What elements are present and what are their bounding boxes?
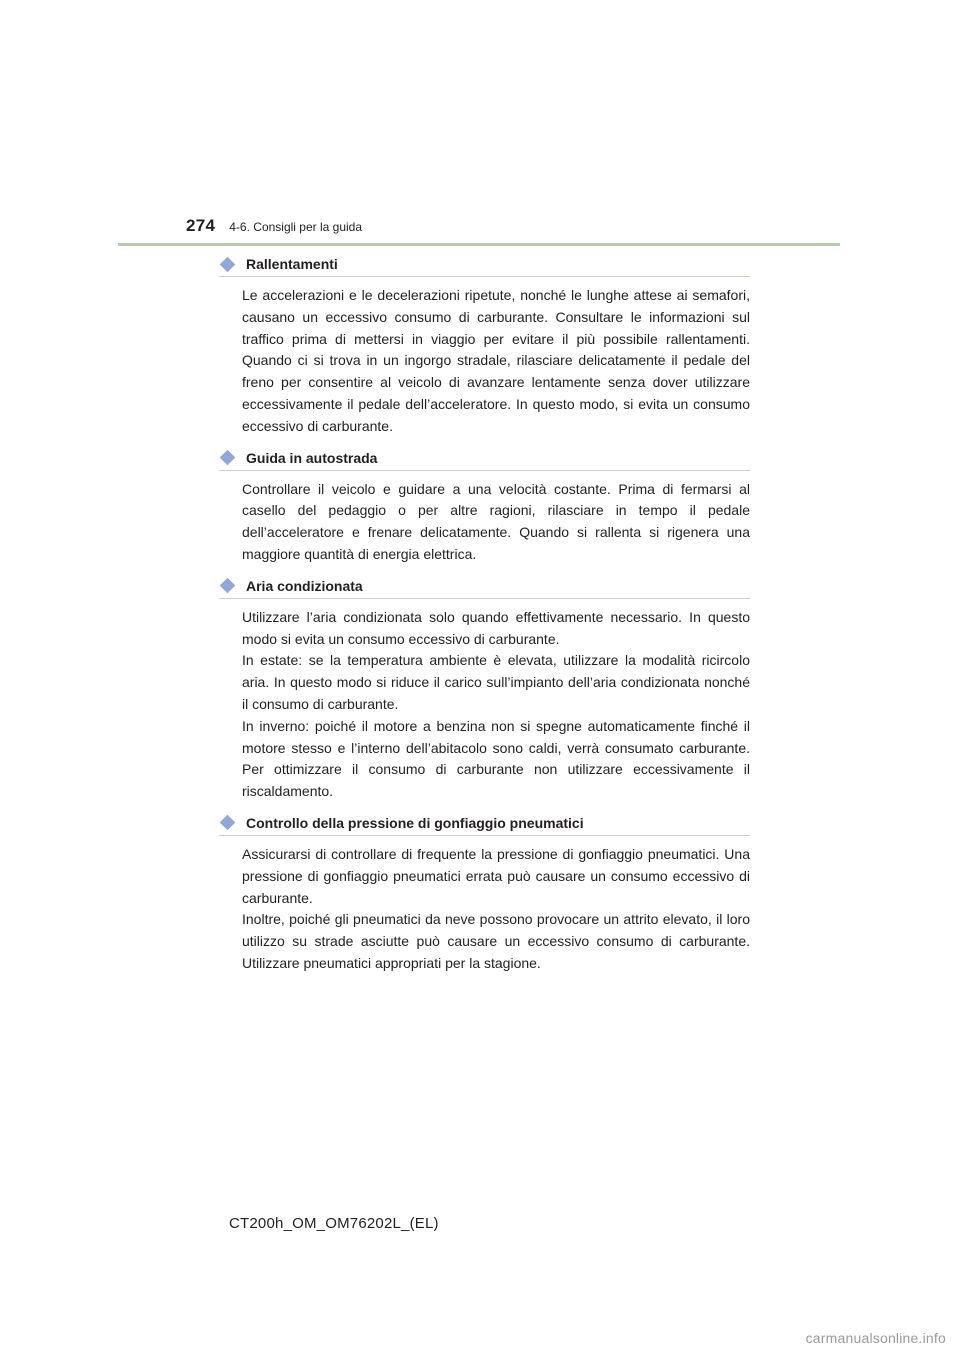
paragraph: Utilizzare l’aria condizionata solo quando effettivamente necessario. In questo modo si evita un consumo eccessivo di carburante. — [242, 608, 750, 647]
diamond-bullet-icon — [220, 578, 236, 594]
section-heading — [219, 252, 750, 277]
paragraph: In inverno: poiché il motore a benzina non si spegne automaticamente finché il motore stesso e l’interno dell’abitacolo sono caldi, verrà consumato carburante. Per ottimizzare il consumo di carburante non utilizzare eccessivamente il riscaldamento. — [242, 717, 750, 800]
diamond-bullet-icon — [220, 256, 236, 272]
section-heading-title: Guida in autostrada — [246, 449, 378, 466]
section-heading-title: Controllo della pressione di gonfiaggio pneumatici — [246, 814, 584, 831]
section-heading-title: Aria condizionata — [246, 577, 363, 594]
section-pressione-pneumatici — [219, 811, 750, 975]
section-guida-autostrada — [219, 446, 750, 566]
section-heading — [219, 574, 750, 599]
section-heading — [219, 811, 750, 836]
section-title: 4-6. Consigli per la guida — [229, 220, 363, 234]
paragraph: Assicurarsi di controllare di frequente la pressione di gonfiaggio pneumatici. Una pressione di gonfiaggio pneumatici errata può causare un consumo eccessivo di carburante. — [242, 845, 750, 906]
section-heading-title: Rallentamenti — [246, 256, 338, 272]
content-body — [219, 252, 750, 983]
diamond-bullet-icon — [220, 450, 236, 466]
page-header — [186, 216, 362, 242]
footer-doc-code: CT200h_OM_OM76202L_(EL) — [229, 1215, 439, 1232]
watermark: carmanualsonline.info — [805, 1330, 946, 1346]
paragraph: Controllare il veicolo e guidare a una velocità costante. Prima di fermarsi al casello del pedaggio o per altre ragioni, rilasciare in tempo il pedale dell’acceleratore e frenare delicatamente. Quando si rallenta si rigenera una maggiore quantità di energia elettrica. — [242, 480, 750, 562]
page-number: 274 — [186, 216, 216, 235]
section-heading — [219, 446, 750, 471]
section-aria-condizionata — [219, 574, 750, 803]
paragraph: Le accelerazioni e le decelerazioni ripetute, nonché le lunghe attese ai semafori, causano un eccessivo consumo di carburante. Consultare le informazioni sul traffico prima di mettersi in viaggio per evitare il più possibile rallentamenti. Quando ci si trova in un ingorgo stradale, rilasciare delicatamente il pedale del freno per consentire al veicolo di avanzare lentamente senza dover utilizzare eccessivamente il pedale dell’acceleratore. In questo modo, si evita un consumo eccessivo di carburante. — [242, 287, 750, 434]
paragraph: Inoltre, poiché gli pneumatici da neve possono provocare un attrito elevato, il loro utilizzo su strade asciutte può causare un eccessivo consumo di carburante. Utilizzare pneumatici appropriati per la stagione. — [242, 911, 750, 971]
paragraph: In estate: se la temperatura ambiente è elevata, utilizzare la modalità ricircolo aria. In questo modo si riduce il carico sull’impianto dell’aria condizionata nonché il consumo di carburante. — [242, 652, 750, 712]
header-rule — [118, 243, 840, 246]
section-rallentamenti — [219, 252, 750, 438]
diamond-bullet-icon — [220, 815, 236, 831]
